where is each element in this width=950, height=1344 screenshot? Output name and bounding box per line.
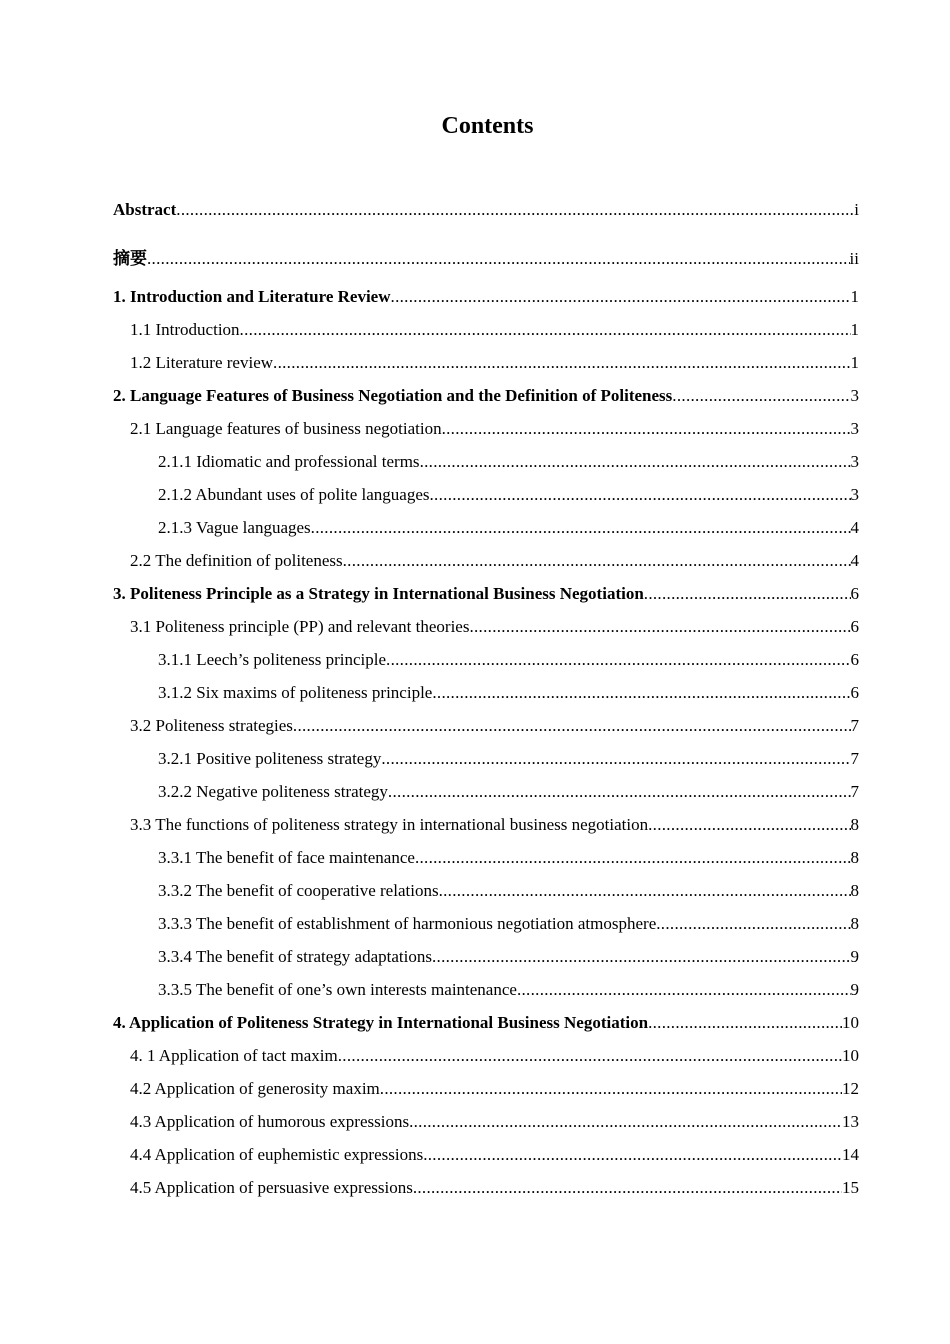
toc-entry[interactable] xyxy=(113,914,859,947)
dot-leader xyxy=(293,716,851,736)
toc-entry-label: 3.2 Politeness strategies xyxy=(130,716,293,735)
toc-entry-label: 3.2.1 Positive politeness strategy xyxy=(158,749,382,768)
toc-entry-label: Abstract xyxy=(113,200,177,219)
toc-entry[interactable] xyxy=(113,584,859,617)
toc-entry-label: 3.1.1 Leech’s politeness principle xyxy=(158,650,387,669)
toc-entry[interactable] xyxy=(113,749,859,782)
toc-entry-label: 1.2 Literature review xyxy=(130,353,274,372)
dot-leader xyxy=(469,617,850,637)
dot-leader xyxy=(432,683,850,703)
toc-entry[interactable] xyxy=(113,1079,859,1112)
toc-entry-label: 4.4 Application of euphemistic expressions xyxy=(130,1145,424,1164)
dot-leader xyxy=(648,1013,842,1033)
toc-entry-page: 9 xyxy=(850,980,859,999)
toc-entry-label: 3.3.2 The benefit of cooperative relations xyxy=(158,881,439,900)
toc-entry-page: 1 xyxy=(850,320,859,339)
toc-entry-page: 15 xyxy=(842,1178,859,1197)
toc-entry-label: 2.1 Language features of business negotiation xyxy=(130,419,442,438)
toc-entry-page: 1 xyxy=(850,287,859,306)
toc-entry[interactable] xyxy=(113,419,859,452)
toc-entry[interactable] xyxy=(113,617,859,650)
toc-entry-page: 9 xyxy=(850,947,859,966)
toc-entry-page: 7 xyxy=(850,782,859,801)
toc-entry-page: 6 xyxy=(850,584,859,603)
toc-entry-label: 2.1.1 Idiomatic and professional terms xyxy=(158,452,420,471)
toc-entry-label: 1.1 Introduction xyxy=(130,320,240,339)
toc-entry[interactable] xyxy=(113,947,859,980)
dot-leader xyxy=(656,914,850,934)
toc-entry-page: 10 xyxy=(842,1013,859,1032)
toc-entry-page: 3 xyxy=(850,419,859,438)
toc-entry-page: 6 xyxy=(850,650,859,669)
toc-entry[interactable] xyxy=(113,650,859,683)
toc-entry-page: 4 xyxy=(850,518,859,537)
toc-entry-label: 4. 1 Application of tact maxim xyxy=(130,1046,338,1065)
toc-entry-page: 3 xyxy=(850,485,859,504)
dot-leader xyxy=(273,353,850,373)
toc-entry[interactable] xyxy=(113,881,859,914)
dot-leader xyxy=(413,1178,842,1198)
toc-entry-page: 8 xyxy=(850,815,859,834)
dot-leader xyxy=(380,1079,842,1099)
dot-leader xyxy=(388,782,851,802)
toc-entry-label: 2.1.3 Vague languages xyxy=(158,518,311,537)
toc-entry[interactable] xyxy=(113,1178,859,1211)
dot-leader xyxy=(420,452,851,472)
toc-entry-page: 3 xyxy=(850,386,859,405)
toc-entry-label: 3. Politeness Principle as a Strategy in International Business Negotiation xyxy=(113,584,644,603)
dot-leader xyxy=(442,419,851,439)
dot-leader xyxy=(338,1046,842,1066)
toc-entry[interactable] xyxy=(113,386,859,419)
dot-leader xyxy=(147,249,850,269)
toc-entry-label: 3.2.2 Negative politeness strategy xyxy=(158,782,388,801)
dot-leader xyxy=(381,749,850,769)
toc-entry[interactable] xyxy=(113,244,859,288)
toc-entry[interactable] xyxy=(113,452,859,485)
dot-leader xyxy=(644,584,851,604)
toc-entry[interactable] xyxy=(113,353,859,386)
toc-entry-page: 4 xyxy=(850,551,859,570)
dot-leader xyxy=(648,815,850,835)
toc-entry-label: 3.1 Politeness principle (PP) and relevant theories xyxy=(130,617,470,636)
toc-entry[interactable] xyxy=(113,1013,859,1046)
dot-leader xyxy=(439,881,851,901)
toc-entry[interactable] xyxy=(113,551,859,584)
toc-entry[interactable] xyxy=(113,320,859,353)
toc-entry-page: 7 xyxy=(850,716,859,735)
table-of-contents xyxy=(113,200,859,1211)
dot-leader xyxy=(517,980,851,1000)
toc-entry-page: 6 xyxy=(850,683,859,702)
toc-entry-label: 3.1.2 Six maxims of politeness principle xyxy=(158,683,433,702)
page-title: Contents xyxy=(441,113,534,139)
dot-leader xyxy=(432,947,851,967)
toc-entry-page: i xyxy=(854,200,859,219)
dot-leader xyxy=(409,1112,842,1132)
toc-entry[interactable] xyxy=(113,1145,859,1178)
dot-leader xyxy=(672,386,850,406)
toc-entry-label: 3.3.3 The benefit of establishment of harmonious negotiation atmosphere xyxy=(158,914,657,933)
toc-entry-label: 3.3 The functions of politeness strategy in international business negotiation xyxy=(130,815,649,834)
toc-entry-page: 12 xyxy=(842,1079,859,1098)
toc-entry[interactable] xyxy=(113,782,859,815)
toc-entry-page: 3 xyxy=(850,452,859,471)
toc-entry-label: 2.2 The definition of politeness xyxy=(130,551,343,570)
toc-entry-label: 4.3 Application of humorous expressions xyxy=(130,1112,410,1131)
toc-entry-label: 1. Introduction and Literature Review xyxy=(113,287,391,306)
toc-entry[interactable] xyxy=(113,1046,859,1079)
dot-leader xyxy=(343,551,851,571)
toc-entry-label: 3.3.5 The benefit of one’s own interests maintenance xyxy=(158,980,517,999)
dot-leader xyxy=(391,287,851,307)
toc-entry[interactable] xyxy=(113,848,859,881)
toc-entry-label: 2.1.2 Abundant uses of polite languages xyxy=(158,485,430,504)
toc-entry-label: 3.3.4 The benefit of strategy adaptations xyxy=(158,947,432,966)
toc-entry-page: 1 xyxy=(850,353,859,372)
toc-entry[interactable] xyxy=(113,683,859,716)
toc-entry-label: 2. Language Features of Business Negotiation and the Definition of Politeness xyxy=(113,386,673,405)
toc-entry[interactable] xyxy=(113,485,859,518)
toc-entry-label: 4.5 Application of persuasive expressions xyxy=(130,1178,413,1197)
dot-leader xyxy=(415,848,851,868)
toc-entry[interactable] xyxy=(113,200,859,244)
dot-leader xyxy=(423,1145,842,1165)
toc-entry-page: 13 xyxy=(842,1112,859,1131)
toc-entry-label: 摘要 xyxy=(113,248,147,268)
toc-entry-page: 8 xyxy=(850,914,859,933)
dot-leader xyxy=(176,200,854,220)
toc-entry[interactable] xyxy=(113,287,859,320)
toc-entry-page: 14 xyxy=(842,1145,859,1164)
dot-leader xyxy=(240,320,851,340)
toc-entry-page: 7 xyxy=(850,749,859,768)
toc-entry[interactable] xyxy=(113,518,859,551)
toc-entry-page: 8 xyxy=(850,881,859,900)
toc-entry-page: 10 xyxy=(842,1046,859,1065)
toc-entry-label: 3.3.1 The benefit of face maintenance xyxy=(158,848,415,867)
toc-entry[interactable] xyxy=(113,980,859,1013)
toc-entry[interactable] xyxy=(113,716,859,749)
toc-entry-label: 4. Application of Politeness Strategy in International Business Negotiation xyxy=(113,1013,649,1032)
toc-entry-label: 4.2 Application of generosity maxim xyxy=(130,1079,380,1098)
dot-leader xyxy=(386,650,850,670)
toc-entry-page: ii xyxy=(849,248,859,268)
dot-leader xyxy=(430,485,851,505)
toc-entry[interactable] xyxy=(113,815,859,848)
toc-entry[interactable] xyxy=(113,1112,859,1145)
dot-leader xyxy=(311,518,851,538)
toc-entry-page: 8 xyxy=(850,848,859,867)
toc-entry-page: 6 xyxy=(850,617,859,636)
